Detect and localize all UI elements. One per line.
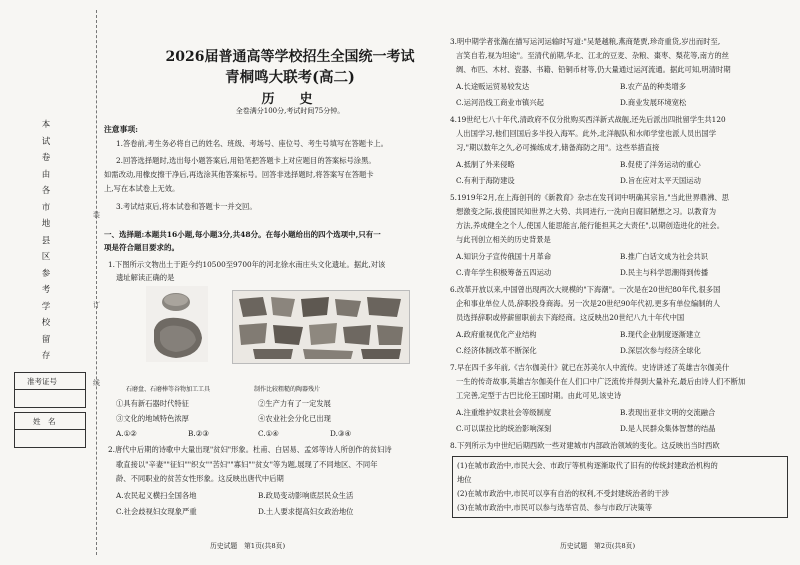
question-7-stem: 一生的传奇故事,英雄吉尔伽美什在人们口中广泛流传并得到大量补充,最后由诗人们不断加 <box>456 377 746 386</box>
subject-title: 历 史 <box>261 92 319 107</box>
sidebar-vertical-char: 由 <box>41 169 51 180</box>
sidebar-vertical-char: 存 <box>41 351 51 361</box>
notes-line: 上,写在本试卷上无效。 <box>104 184 180 193</box>
seal-mark: 订 <box>93 301 100 309</box>
question-5-option-d[interactable]: D.民主与科学思潮得到传播 <box>620 268 709 277</box>
question-2-stem: 歌直接以"辛妻""征妇""织女""苦妇""寡妇""贫女"等为题,展现了不同地区、不同年 <box>116 460 378 469</box>
sidebar-vertical-char: 试 <box>41 136 51 147</box>
question-5-option-a[interactable]: A.知识分子宣传俄国十月革命 <box>456 252 552 261</box>
sidebar-vertical-char: 考 <box>41 285 51 295</box>
question-5-option-b[interactable]: B.推广白话文成为社会共识 <box>620 252 708 261</box>
question-6-stem: 员选择辞职或停薪留职前去下海经商。这反映出20世纪八九十年代中国 <box>456 313 685 322</box>
exam-number-box <box>14 372 86 408</box>
material-item: 地位 <box>457 475 472 484</box>
question-7-option-c[interactable]: C.可以谋拉比的统治影响深刻 <box>456 424 552 433</box>
notes-heading: 注意事项: <box>104 125 139 134</box>
section-heading: 项是符合题目要求的。 <box>104 243 179 252</box>
notes-line: 1.答卷前,考生务必将自己的姓名、班级、考场号、座位号、考生号填写在答题卡上。 <box>116 139 388 148</box>
question-8-material-box <box>452 456 788 518</box>
name-box <box>14 412 86 448</box>
question-4-option-d[interactable]: D.旨在应对太平天国运动 <box>620 176 701 185</box>
notes-line: 2.回答选择题时,选出每小题答案后,用铅笔把答题卡上对应题目的答案标号涂黑。 <box>116 156 376 165</box>
sidebar-vertical-char: 参 <box>41 268 51 279</box>
question-1-item: ④农业社会分化已出现 <box>258 414 331 423</box>
question-6-option-c[interactable]: C.经济体制改革不断深化 <box>456 346 537 355</box>
sidebar-vertical-char: 市 <box>41 202 51 213</box>
question-5-stem: 想激变之际,拔使国民知世界之大势、共同进行,一洗向日腐旧陋想之习。以教育为 <box>456 207 717 216</box>
question-1-option-c[interactable]: C.①④ <box>258 429 279 438</box>
question-5-stem: 与此刊创立相关的历史背景是 <box>456 235 551 244</box>
question-2-stem: 龄、不同职业的贫苦女性形象。这反映出唐代中后期 <box>116 474 284 483</box>
question-3-option-b[interactable]: B.农产品的种类增多 <box>620 82 687 91</box>
question-7-option-d[interactable]: D.是人民群众集体智慧的结晶 <box>620 424 716 433</box>
question-2-option-d[interactable]: D.土人要求提高妇女政治地位 <box>258 507 354 516</box>
sidebar-vertical-char: 区 <box>41 252 51 262</box>
score-info: 全卷满分100分,考试时间75分钟。 <box>235 107 345 115</box>
question-2-stem: 2.唐代中后期的诗歌中大量出现"贫妇"形象。杜甫、白居易、孟郊等诗人所创作的贫妇诗 <box>108 445 392 454</box>
sidebar-vertical-char: 地 <box>41 219 51 229</box>
sidebar-vertical-char: 各 <box>41 186 51 196</box>
question-7-stem: 7.早在四千多年前,《吉尔伽美什》就已在苏美尔人中流传。史诗讲述了英雄吉尔伽美什 <box>450 363 730 372</box>
question-4-stem: 人出国学习,他们回国后多半投入海军。此外,北洋舰队和水师学堂也派人员出国学 <box>456 129 717 138</box>
image-caption-right: 制作比较粗糙的陶器残片 <box>254 386 321 393</box>
material-item: (3)在城市政治中,市民可以参与选举官员、参与市政厅决策等 <box>457 503 653 512</box>
sidebar-vertical-char: 卷 <box>41 153 51 163</box>
question-1-stem: 1.下图所示文物出土于距今约10500至9700年的河北徐水南庄头文化遗址。据此,对该 <box>108 260 386 269</box>
material-item: (1)在城市政治中,市民大会、市政厅等机构逐渐取代了旧有的传统封建政治机构的 <box>457 461 718 470</box>
exam-subtitle: 青桐鸣大联考(高二) <box>225 69 355 86</box>
question-2-option-a[interactable]: A.农民起义横扫全国各地 <box>116 491 197 500</box>
sidebar-vertical-char: 学 <box>41 301 51 312</box>
sidebar-vertical-char: 县 <box>41 235 51 246</box>
question-4-option-a[interactable]: A.抵制了外来侵略 <box>456 160 515 169</box>
image-caption-left: 石磨盘、石磨棒等谷物加工工具 <box>126 386 211 393</box>
question-5-option-c[interactable]: C.青年学生积极筹备五四运动 <box>456 268 552 277</box>
question-3-stem: 言笑自若,视为坦途"。至清代前期,华北、江北的豆麦、杂粮、棗枣、梨花等,南方的丝 <box>456 51 729 60</box>
question-1-stem: 遗址解读正确的是 <box>116 273 175 282</box>
question-5-stem: 5.1919年2月,在上海创刊的《新教育》杂志在发刊词中明确其宗旨,"当此世界鼎沸、思 <box>450 193 729 202</box>
sidebar-vertical-char: 留 <box>41 334 51 345</box>
question-6-option-b[interactable]: B.现代企业制度逐渐建立 <box>620 330 701 339</box>
page-footer-right: 历史试题 第2页(共8页) <box>560 542 636 550</box>
question-7-stem: 工完善,定型于古巴比伦王国时期。由此可见,该史诗 <box>456 391 622 400</box>
question-1-item: ②生产力有了一定发展 <box>258 399 331 408</box>
question-6-option-d[interactable]: D.深层次参与经济全球化 <box>620 346 701 355</box>
seal-mark: 线 <box>93 379 100 387</box>
question-2-option-c[interactable]: C.社会歧视妇女现象严重 <box>116 507 197 516</box>
seal-mark: 装 <box>93 211 100 219</box>
question-1-item: ①具有新石器时代特征 <box>116 399 189 408</box>
question-4-option-b[interactable]: B.促使了洋务运动的重心 <box>620 160 701 169</box>
question-3-option-d[interactable]: D.商业发展环境宽松 <box>620 98 687 107</box>
sidebar-vertical-char: 校 <box>41 318 51 328</box>
question-3-option-a[interactable]: A.长途贩运贸易较发达 <box>456 82 530 91</box>
question-6-stem: 6.改革开放以来,中国曾出现两次大规模的"下海潮"。一次是在20世纪80年代,很多国 <box>450 285 721 294</box>
grinding-stone-image <box>146 286 208 362</box>
question-7-option-a[interactable]: A.注重维护奴隶社会等级制度 <box>456 408 552 417</box>
question-1-option-b[interactable]: B.②③ <box>188 429 209 438</box>
question-5-stem: 方法,养成健全之个人,使国人能思能言,能行能担其之大责任",以期创造进化的社会。 <box>456 221 725 230</box>
section-heading: 一、选择题:本题共16小题,每小题3分,共48分。在每小题给出的四个选项中,只有一 <box>104 230 381 239</box>
seal-line <box>96 10 97 555</box>
pottery-shards-image <box>232 290 410 364</box>
question-7-option-b[interactable]: B.表现出亚非文明的交流融合 <box>620 408 716 417</box>
notes-line: 如需改动,用橡皮擦干净后,再选涂其他答案标号。回答非选择题时,将答案写在答题卡 <box>104 170 374 179</box>
question-3-stem: 3.明中期学者张瀚在描写运河运输时写道:"吴楚越粮,燕商楚贾,珍奇重货,岁出而时至, <box>450 37 721 46</box>
question-3-stem: 绸、布匹、木材、瓷器、书籍、铅铜币材等,仍大量通过运河流通。据此可知,明清时期 <box>456 65 731 74</box>
question-4-stem: 习,"期以数年之久,必可操练成才,储备海防之用"。这些举措直接 <box>456 143 660 152</box>
question-4-stem: 4.19世纪七八十年代,清政府不仅分批购买西洋新式战舰,还先后派出四批留学生共120 <box>450 115 726 124</box>
question-2-option-b[interactable]: B.政局变动影响底层民众生活 <box>258 491 354 500</box>
question-8-stem: 8.下列所示为中世纪后期西欧一些对建城市内部政治领域的变化。这反映出当时西欧 <box>450 441 720 450</box>
question-1-item: ③文化的地域特色浓厚 <box>116 414 189 423</box>
exam-title: 2026届普通高等学校招生全国统一考试 <box>165 49 415 65</box>
question-6-option-a[interactable]: A.政府重视优化产业结构 <box>456 330 537 339</box>
exam-number-label: 准考证号 <box>27 377 57 386</box>
name-label: 姓 名 <box>33 417 56 426</box>
sidebar-vertical-char: 本 <box>41 120 51 130</box>
material-item: (2)在城市政治中,市民可以享有自治的权利,不受封建统治者的干涉 <box>457 489 669 498</box>
question-4-option-c[interactable]: C.有利于海防建设 <box>456 176 515 185</box>
question-1-option-a[interactable]: A.①② <box>116 429 137 438</box>
notes-line: 3.考试结束后,将本试卷和答题卡一并交回。 <box>116 202 257 211</box>
question-6-stem: 企和事业单位人员,辞职投身商海。另一次是20世纪90年代初,更多有单位编制的人 <box>456 299 721 308</box>
question-1-option-d[interactable]: D.③④ <box>330 429 351 438</box>
page-footer-left: 历史试题 第1页(共8页) <box>210 542 286 550</box>
question-3-option-c[interactable]: C.运河沿线工商业市镇兴起 <box>456 98 544 107</box>
